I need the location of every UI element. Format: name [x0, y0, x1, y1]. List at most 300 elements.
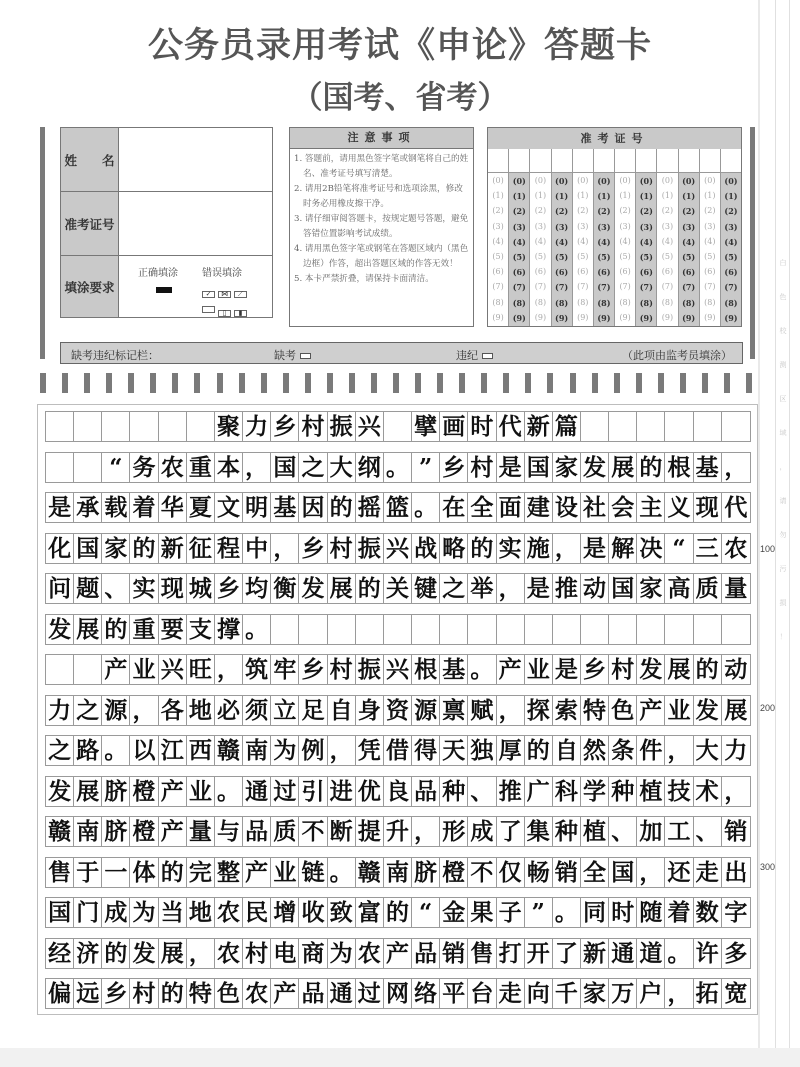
- digit-bubble[interactable]: (8): [661, 297, 674, 307]
- digit-bubble[interactable]: (9): [619, 312, 631, 322]
- essay-cell[interactable]: 量: [187, 817, 215, 846]
- essay-cell[interactable]: 之: [299, 453, 327, 482]
- digit-bubble[interactable]: (8): [704, 297, 716, 307]
- digit-bubble[interactable]: (4): [555, 236, 569, 247]
- essay-cell[interactable]: 村: [243, 939, 271, 968]
- essay-cell[interactable]: 售: [468, 939, 496, 968]
- digit-bubble[interactable]: (8): [534, 297, 547, 307]
- essay-cell[interactable]: [384, 615, 412, 644]
- essay-cell[interactable]: 发: [130, 939, 158, 968]
- essay-cell[interactable]: 。: [328, 858, 356, 887]
- essay-cell[interactable]: 。: [384, 453, 412, 482]
- digit-bubble[interactable]: (2): [534, 206, 547, 216]
- digit-bubble[interactable]: (0): [704, 176, 716, 185]
- essay-cell[interactable]: 设: [553, 493, 581, 522]
- essay-cell[interactable]: 国: [74, 534, 102, 563]
- essay-cell[interactable]: [271, 615, 299, 644]
- digit-bubble[interactable]: (4): [492, 236, 504, 246]
- essay-cell[interactable]: 业: [525, 655, 553, 684]
- essay-cell[interactable]: 解: [609, 534, 637, 563]
- essay-cell[interactable]: ，: [497, 574, 525, 603]
- essay-cell[interactable]: 乡: [581, 655, 609, 684]
- essay-cell[interactable]: 件: [637, 736, 665, 765]
- essay-cell[interactable]: 许: [694, 939, 722, 968]
- essay-cell[interactable]: 。: [665, 939, 693, 968]
- digit-bubble[interactable]: (3): [724, 221, 738, 232]
- essay-cell[interactable]: 村: [468, 453, 496, 482]
- essay-cell[interactable]: 村: [328, 534, 356, 563]
- essay-cell[interactable]: 品: [243, 817, 271, 846]
- digit-bubble[interactable]: (3): [534, 221, 547, 231]
- digit-bubble[interactable]: (7): [682, 282, 696, 293]
- essay-cell[interactable]: 色: [215, 979, 243, 1008]
- essay-cell[interactable]: 随: [637, 898, 665, 927]
- digit-bubble[interactable]: (3): [639, 221, 653, 232]
- essay-cell[interactable]: ，: [724, 453, 748, 481]
- essay-cell[interactable]: [384, 412, 412, 441]
- essay-cell[interactable]: 果: [468, 898, 496, 927]
- essay-cell[interactable]: 征: [187, 534, 215, 563]
- essay-cell[interactable]: 植: [637, 777, 665, 806]
- essay-cell[interactable]: 广: [525, 777, 553, 806]
- essay-cell[interactable]: 得: [412, 736, 440, 765]
- essay-cell[interactable]: 兴: [159, 655, 187, 684]
- essay-cell[interactable]: 例: [299, 736, 327, 765]
- digit-bubble[interactable]: (8): [512, 297, 526, 308]
- essay-cell[interactable]: 实: [497, 534, 525, 563]
- essay-cell[interactable]: 当: [159, 898, 187, 927]
- essay-cell[interactable]: 自: [553, 736, 581, 765]
- essay-cell[interactable]: 城: [187, 574, 215, 603]
- essay-cell[interactable]: ”: [525, 898, 553, 927]
- essay-cell[interactable]: 施: [525, 534, 553, 563]
- absent-option[interactable]: [274, 347, 311, 363]
- essay-cell[interactable]: 赋: [468, 696, 496, 725]
- essay-cell[interactable]: 平: [440, 979, 468, 1008]
- essay-cell[interactable]: 农: [724, 534, 748, 562]
- essay-cell[interactable]: 战: [412, 534, 440, 563]
- essay-cell[interactable]: 着: [130, 493, 158, 522]
- digit-bubble[interactable]: (9): [704, 312, 716, 322]
- digit-bubble[interactable]: (7): [704, 282, 716, 292]
- digit-bubble[interactable]: (9): [682, 312, 696, 323]
- essay-cell[interactable]: 畅: [525, 858, 553, 887]
- essay-cell[interactable]: [694, 412, 722, 441]
- essay-cell[interactable]: 中: [243, 534, 271, 563]
- essay-cell[interactable]: ，: [412, 817, 440, 846]
- essay-cell[interactable]: 的: [328, 493, 356, 522]
- essay-cell[interactable]: 高: [665, 574, 693, 603]
- essay-cell[interactable]: 索: [553, 696, 581, 725]
- essay-cell[interactable]: 推: [553, 574, 581, 603]
- essay-cell[interactable]: 工: [665, 817, 693, 846]
- essay-cell[interactable]: ，: [328, 736, 356, 765]
- essay-cell[interactable]: 销: [440, 939, 468, 968]
- essay-cell[interactable]: 禀: [440, 696, 468, 725]
- essay-cell[interactable]: 村: [609, 655, 637, 684]
- essay-cell[interactable]: 橙: [130, 817, 158, 846]
- essay-cell[interactable]: 产: [102, 655, 130, 684]
- essay-cell[interactable]: ，: [215, 655, 243, 684]
- digit-bubble[interactable]: (6): [704, 267, 716, 277]
- essay-cell[interactable]: 代: [497, 412, 525, 441]
- essay-cell[interactable]: 售: [46, 858, 74, 887]
- essay-cell[interactable]: 天: [440, 736, 468, 765]
- digit-bubble[interactable]: (6): [555, 267, 569, 278]
- digit-bubble[interactable]: (3): [555, 221, 569, 232]
- essay-cell[interactable]: 化: [46, 534, 74, 563]
- essay-cell[interactable]: ，: [724, 777, 748, 805]
- essay-cell[interactable]: 篇: [553, 412, 581, 441]
- essay-cell[interactable]: 产: [384, 939, 412, 968]
- essay-cell[interactable]: 振: [356, 534, 384, 563]
- essay-cell[interactable]: 资: [384, 696, 412, 725]
- essay-cell[interactable]: [74, 453, 102, 482]
- essay-cell[interactable]: 品: [412, 777, 440, 806]
- essay-cell[interactable]: 身: [356, 696, 384, 725]
- digit-bubble[interactable]: (2): [661, 206, 674, 216]
- essay-cell[interactable]: 优: [356, 777, 384, 806]
- essay-cell[interactable]: 技: [665, 777, 693, 806]
- essay-cell[interactable]: [46, 453, 74, 482]
- essay-cell[interactable]: 基: [694, 453, 722, 482]
- essay-cell[interactable]: 品: [412, 939, 440, 968]
- digit-bubble[interactable]: (5): [512, 251, 526, 262]
- essay-cell[interactable]: 旺: [187, 655, 215, 684]
- essay-cell[interactable]: 擘: [412, 412, 440, 441]
- essay-cell[interactable]: 义: [665, 493, 693, 522]
- digit-bubble[interactable]: (1): [682, 191, 696, 202]
- essay-cell[interactable]: 特: [187, 979, 215, 1008]
- digit-bubble[interactable]: (4): [534, 236, 547, 246]
- essay-cell[interactable]: 橙: [130, 777, 158, 806]
- essay-cell[interactable]: 产: [159, 817, 187, 846]
- essay-cell[interactable]: 拓: [694, 979, 722, 1008]
- essay-cell[interactable]: 撑: [215, 615, 243, 644]
- essay-cell[interactable]: 华: [159, 493, 187, 522]
- essay-cell[interactable]: [609, 615, 637, 644]
- essay-cell[interactable]: 展: [665, 655, 693, 684]
- digit-bubble[interactable]: (7): [555, 282, 569, 293]
- digit-bubble[interactable]: (7): [661, 282, 674, 292]
- essay-cell[interactable]: “: [665, 534, 693, 563]
- essay-cell[interactable]: 形: [440, 817, 468, 846]
- essay-cell[interactable]: [525, 615, 553, 644]
- digit-bubble[interactable]: (9): [512, 312, 526, 323]
- essay-cell[interactable]: 凭: [356, 736, 384, 765]
- essay-cell[interactable]: 展: [74, 777, 102, 806]
- digit-bubble[interactable]: (3): [597, 221, 611, 232]
- essay-cell[interactable]: 推: [497, 777, 525, 806]
- essay-cell[interactable]: 走: [497, 979, 525, 1008]
- essay-cell[interactable]: 基: [271, 493, 299, 522]
- digit-bubble[interactable]: (8): [492, 297, 504, 307]
- essay-cell[interactable]: 提: [356, 817, 384, 846]
- essay-cell[interactable]: 的: [525, 736, 553, 765]
- digit-bubble[interactable]: (5): [724, 251, 738, 262]
- digit-bubble[interactable]: (6): [619, 267, 631, 277]
- essay-cell[interactable]: 、: [694, 817, 722, 846]
- essay-cell[interactable]: 络: [412, 979, 440, 1008]
- essay-cell[interactable]: 南: [243, 736, 271, 765]
- essay-cell[interactable]: 决: [637, 534, 665, 563]
- essay-cell[interactable]: 力: [46, 696, 74, 725]
- essay-cell[interactable]: 良: [384, 777, 412, 806]
- digit-bubble[interactable]: (7): [639, 282, 653, 293]
- essay-cell[interactable]: [581, 615, 609, 644]
- essay-cell[interactable]: 根: [412, 655, 440, 684]
- candidate-number-digit-box[interactable]: [594, 149, 614, 173]
- essay-cell[interactable]: ，: [243, 453, 271, 482]
- essay-cell[interactable]: 展: [328, 574, 356, 603]
- essay-cell[interactable]: 全: [468, 493, 496, 522]
- essay-cell[interactable]: 偏: [46, 979, 74, 1008]
- digit-bubble[interactable]: (7): [534, 282, 547, 292]
- essay-cell[interactable]: 经: [46, 939, 74, 968]
- essay-cell[interactable]: ，: [130, 696, 158, 725]
- essay-cell[interactable]: 乡: [299, 655, 327, 684]
- essay-cell[interactable]: 数: [694, 898, 722, 927]
- essay-cell[interactable]: 为: [130, 898, 158, 927]
- essay-cell[interactable]: 收: [299, 898, 327, 927]
- essay-cell[interactable]: 问: [46, 574, 74, 603]
- essay-cell[interactable]: 南: [74, 817, 102, 846]
- digit-bubble[interactable]: (7): [724, 282, 738, 293]
- essay-cell[interactable]: 面: [497, 493, 525, 522]
- essay-cell[interactable]: 家: [637, 574, 665, 603]
- essay-cell[interactable]: 键: [412, 574, 440, 603]
- digit-bubble[interactable]: (6): [724, 267, 738, 278]
- essay-cell[interactable]: [412, 615, 440, 644]
- essay-cell[interactable]: 打: [497, 939, 525, 968]
- essay-cell[interactable]: 门: [74, 898, 102, 927]
- digit-bubble[interactable]: (9): [492, 312, 504, 322]
- essay-cell[interactable]: [722, 412, 750, 441]
- essay-cell[interactable]: ，: [497, 696, 525, 725]
- essay-cell[interactable]: 文: [215, 493, 243, 522]
- essay-cell[interactable]: 业: [187, 777, 215, 806]
- essay-cell[interactable]: 借: [384, 736, 412, 765]
- name-field[interactable]: [118, 128, 272, 191]
- essay-cell[interactable]: 脐: [102, 817, 130, 846]
- essay-cell[interactable]: 的: [356, 574, 384, 603]
- essay-cell[interactable]: ，: [271, 534, 299, 563]
- essay-cell[interactable]: 赣: [215, 736, 243, 765]
- digit-bubble[interactable]: (5): [619, 251, 631, 261]
- essay-cell[interactable]: 、: [468, 777, 496, 806]
- digit-bubble[interactable]: (7): [597, 282, 611, 293]
- essay-cell[interactable]: 兴: [384, 655, 412, 684]
- digit-bubble[interactable]: (1): [704, 191, 716, 201]
- essay-cell[interactable]: [665, 615, 693, 644]
- essay-cell[interactable]: 走: [694, 858, 722, 887]
- essay-cell[interactable]: 品: [299, 979, 327, 1008]
- essay-cell[interactable]: 了: [553, 939, 581, 968]
- essay-cell[interactable]: 自: [328, 696, 356, 725]
- digit-bubble[interactable]: (5): [534, 251, 547, 261]
- essay-cell[interactable]: 国: [609, 858, 637, 887]
- essay-cell[interactable]: 的: [694, 655, 722, 684]
- essay-cell[interactable]: 户: [637, 979, 665, 1008]
- digit-bubble[interactable]: (3): [704, 221, 716, 231]
- essay-cell[interactable]: 橙: [440, 858, 468, 887]
- violation-option[interactable]: [456, 347, 493, 363]
- essay-cell[interactable]: 、: [609, 817, 637, 846]
- digit-bubble[interactable]: (5): [492, 251, 504, 261]
- essay-cell[interactable]: 仅: [497, 858, 525, 887]
- candidate-number-digit-box[interactable]: [721, 149, 741, 173]
- violation-checkbox[interactable]: [482, 353, 493, 359]
- essay-cell[interactable]: 的: [130, 534, 158, 563]
- essay-cell[interactable]: 牢: [271, 655, 299, 684]
- essay-cell[interactable]: 国: [525, 453, 553, 482]
- essay-cell[interactable]: 赣: [356, 858, 384, 887]
- essay-cell[interactable]: 断: [328, 817, 356, 846]
- essay-cell[interactable]: 实: [130, 574, 158, 603]
- essay-cell[interactable]: 发: [46, 777, 74, 806]
- essay-cell[interactable]: 南: [384, 858, 412, 887]
- essay-cell[interactable]: [553, 615, 581, 644]
- digit-bubble[interactable]: (1): [492, 191, 504, 201]
- essay-cell[interactable]: 厚: [497, 736, 525, 765]
- essay-cell[interactable]: [694, 615, 722, 644]
- essay-cell[interactable]: 通: [243, 777, 271, 806]
- essay-cell[interactable]: 地: [187, 898, 215, 927]
- essay-cell[interactable]: 村: [130, 979, 158, 1008]
- essay-cell[interactable]: 于: [74, 858, 102, 887]
- essay-cell[interactable]: 是: [525, 574, 553, 603]
- essay-cell[interactable]: [722, 615, 750, 644]
- digit-bubble[interactable]: (4): [512, 236, 526, 247]
- digit-bubble[interactable]: (9): [597, 312, 611, 323]
- candidate-number-digit-box[interactable]: [488, 149, 508, 173]
- digit-bubble[interactable]: (4): [724, 236, 738, 247]
- digit-bubble[interactable]: (3): [661, 221, 674, 231]
- essay-cell[interactable]: [440, 615, 468, 644]
- digit-bubble[interactable]: (8): [639, 297, 653, 308]
- essay-cell[interactable]: 大: [694, 736, 722, 765]
- essay-cell[interactable]: 发: [46, 615, 74, 644]
- essay-cell[interactable]: 着: [665, 898, 693, 927]
- essay-cell[interactable]: 独: [468, 736, 496, 765]
- essay-cell[interactable]: 要: [159, 615, 187, 644]
- essay-cell[interactable]: 新: [581, 939, 609, 968]
- essay-cell[interactable]: 展: [159, 939, 187, 968]
- essay-cell[interactable]: 须: [243, 696, 271, 725]
- digit-bubble[interactable]: (4): [619, 236, 631, 246]
- essay-cell[interactable]: 聚: [215, 412, 243, 441]
- essay-cell[interactable]: [581, 412, 609, 441]
- digit-bubble[interactable]: (0): [534, 176, 547, 185]
- digit-bubble[interactable]: (6): [534, 267, 547, 277]
- essay-cell[interactable]: 国: [46, 898, 74, 927]
- essay-cell[interactable]: 江: [159, 736, 187, 765]
- digit-bubble[interactable]: (9): [724, 312, 738, 323]
- essay-cell[interactable]: 商: [299, 939, 327, 968]
- essay-cell[interactable]: 农: [215, 898, 243, 927]
- candidate-number-digit-box[interactable]: [657, 149, 677, 173]
- essay-cell[interactable]: 富: [356, 898, 384, 927]
- essay-cell[interactable]: 三: [694, 534, 722, 563]
- candidate-number-digit-box[interactable]: [636, 149, 656, 173]
- digit-bubble[interactable]: (4): [577, 236, 589, 246]
- essay-cell[interactable]: 务: [130, 453, 158, 482]
- essay-cell[interactable]: 全: [581, 858, 609, 887]
- essay-cell[interactable]: 。: [243, 615, 271, 644]
- candidate-number-digit-box[interactable]: [700, 149, 720, 173]
- essay-cell[interactable]: ，: [665, 979, 693, 1008]
- essay-cell[interactable]: 不: [468, 858, 496, 887]
- essay-cell[interactable]: 为: [271, 736, 299, 765]
- digit-bubble[interactable]: (1): [597, 191, 611, 202]
- essay-cell[interactable]: 赣: [46, 817, 74, 846]
- digit-bubble[interactable]: (0): [577, 176, 589, 185]
- essay-cell[interactable]: 业: [130, 655, 158, 684]
- essay-cell[interactable]: 。: [468, 655, 496, 684]
- essay-cell[interactable]: 建: [525, 493, 553, 522]
- digit-bubble[interactable]: (7): [619, 282, 631, 292]
- essay-cell[interactable]: 业: [271, 858, 299, 887]
- digit-bubble[interactable]: (0): [619, 176, 631, 185]
- essay-cell[interactable]: 的: [102, 615, 130, 644]
- essay-cell[interactable]: 乡: [102, 979, 130, 1008]
- digit-bubble[interactable]: (0): [492, 176, 504, 185]
- essay-cell[interactable]: 时: [609, 898, 637, 927]
- essay-cell[interactable]: 振: [328, 412, 356, 441]
- essay-cell[interactable]: 色: [609, 696, 637, 725]
- digit-bubble[interactable]: (4): [639, 236, 653, 247]
- digit-bubble[interactable]: (1): [512, 191, 526, 202]
- essay-cell[interactable]: 是: [553, 655, 581, 684]
- digit-bubble[interactable]: (5): [555, 251, 569, 262]
- essay-cell[interactable]: 题: [74, 574, 102, 603]
- essay-cell[interactable]: 特: [581, 696, 609, 725]
- essay-cell[interactable]: 筑: [243, 655, 271, 684]
- essay-cell[interactable]: 致: [328, 898, 356, 927]
- essay-cell[interactable]: 网: [384, 979, 412, 1008]
- essay-cell[interactable]: 产: [271, 979, 299, 1008]
- digit-bubble[interactable]: (9): [577, 312, 589, 322]
- essay-cell[interactable]: [74, 412, 102, 441]
- essay-cell[interactable]: 的: [159, 979, 187, 1008]
- digit-bubble[interactable]: (1): [555, 191, 569, 202]
- digit-bubble[interactable]: (5): [661, 251, 674, 261]
- essay-cell[interactable]: [356, 615, 384, 644]
- essay-cell[interactable]: 主: [637, 493, 665, 522]
- essay-cell[interactable]: 产: [497, 655, 525, 684]
- digit-bubble[interactable]: (6): [639, 267, 653, 278]
- essay-cell[interactable]: 会: [609, 493, 637, 522]
- essay-cell[interactable]: 加: [637, 817, 665, 846]
- essay-cell[interactable]: 台: [468, 979, 496, 1008]
- essay-cell[interactable]: 明: [243, 493, 271, 522]
- essay-cell[interactable]: 展: [724, 696, 748, 724]
- essay-cell[interactable]: 。: [412, 493, 440, 522]
- digit-bubble[interactable]: (3): [577, 221, 589, 231]
- digit-bubble[interactable]: (2): [619, 206, 631, 216]
- digit-bubble[interactable]: (1): [661, 191, 674, 201]
- essay-cell[interactable]: 种: [609, 777, 637, 806]
- essay-cell[interactable]: 乡: [299, 534, 327, 563]
- digit-bubble[interactable]: (7): [512, 282, 526, 293]
- essay-cell[interactable]: [46, 655, 74, 684]
- essay-cell[interactable]: [102, 412, 130, 441]
- digit-bubble[interactable]: (0): [724, 176, 738, 186]
- essay-cell[interactable]: 在: [440, 493, 468, 522]
- essay-cell[interactable]: 金: [440, 898, 468, 927]
- essay-cell[interactable]: 是: [497, 453, 525, 482]
- essay-cell[interactable]: ，: [553, 534, 581, 563]
